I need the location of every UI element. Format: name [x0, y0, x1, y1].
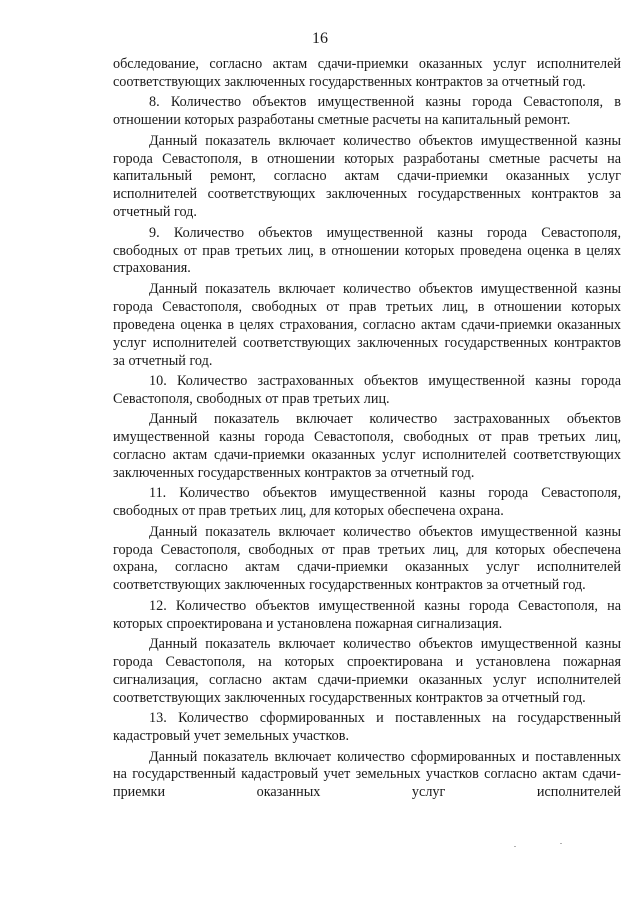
item-8-heading: 8. Количество объектов имущественной казны города Севастополя, в отношении которых разработаны сметные расчеты на капитальный ремонт.: [113, 94, 621, 129]
paragraph-continuation: обследование, согласно актам сдачи-приемки оказанных услуг исполнителей соответствующих заключенных государственных контрактов за отчетный год.: [113, 56, 621, 90]
item-13-description: Данный показатель включает количество сформированных и поставленных на государственный кадастровый учет земельных участков согласно актам сдачи-приемки оказанных услуг исполнителей: [113, 748, 621, 801]
item-8-description: Данный показатель включает количество объектов имущественной казны города Севастополя, в отношении которых разработаны сметные расчеты на капитальный ремонт, согласно актам сдачи-приемки оказанных услуг исполнителей соответствующих заключенных государственных контрактов за отчетный год.: [113, 132, 621, 221]
item-9-heading: 9. Количество объектов имущественной казны города Севастополя, свободных от прав третьих лиц, в отношении которых проведена оценка в целях страхования.: [113, 224, 621, 277]
item-12-heading: 12. Количество объектов имущественной казны города Севастополя, на которых спроектирована и установлена пожарная сигнализация.: [113, 597, 621, 632]
item-11-heading: 11. Количество объектов имущественной казны города Севастополя, свободных от прав третьих лиц, для которых обеспечена охрана.: [113, 485, 621, 520]
page-number: 16: [312, 30, 328, 47]
item-10-description: Данный показатель включает количество застрахованных объектов имущественной казны города Севастополя, свободных от прав третьих лиц, согласно актам сдачи-приемки оказанных услуг исполнителей соответствующих заключенных государственных контрактов за отчетный год.: [113, 411, 621, 481]
item-10-heading: 10. Количество застрахованных объектов имущественной казны города Севастополя, свободных от прав третьих лиц.: [113, 372, 621, 407]
scan-speck: [514, 846, 516, 847]
document-body: [113, 56, 621, 802]
scan-speck: [560, 843, 562, 844]
item-9-description: Данный показатель включает количество объектов имущественной казны города Севастополя, свободных от прав третьих лиц, в отношении которых проведена оценка в целях страхования, согласно актам сдачи-приемки оказанных услуг исполнителей соответствующих заключенных государственных контрактов за отчетный год.: [113, 280, 621, 369]
item-12-description: Данный показатель включает количество объектов имущественной казны города Севастополя, на которых спроектирована и установлена пожарная сигнализация, согласно актам сдачи-приемки оказанных услуг исполнителей соответствующих заключенных государственных контрактов за отчетный год.: [113, 636, 621, 706]
item-13-heading: 13. Количество сформированных и поставленных на государственный кадастровый учет земельных участков.: [113, 710, 621, 745]
item-11-description: Данный показатель включает количество объектов имущественной казны города Севастополя, свободных от прав третьих лиц, для которых обеспечена охрана, согласно актам сдачи-приемки оказанных услуг исполнителей соответствующих заключенных государственных контрактов за отчетный год.: [113, 523, 621, 594]
